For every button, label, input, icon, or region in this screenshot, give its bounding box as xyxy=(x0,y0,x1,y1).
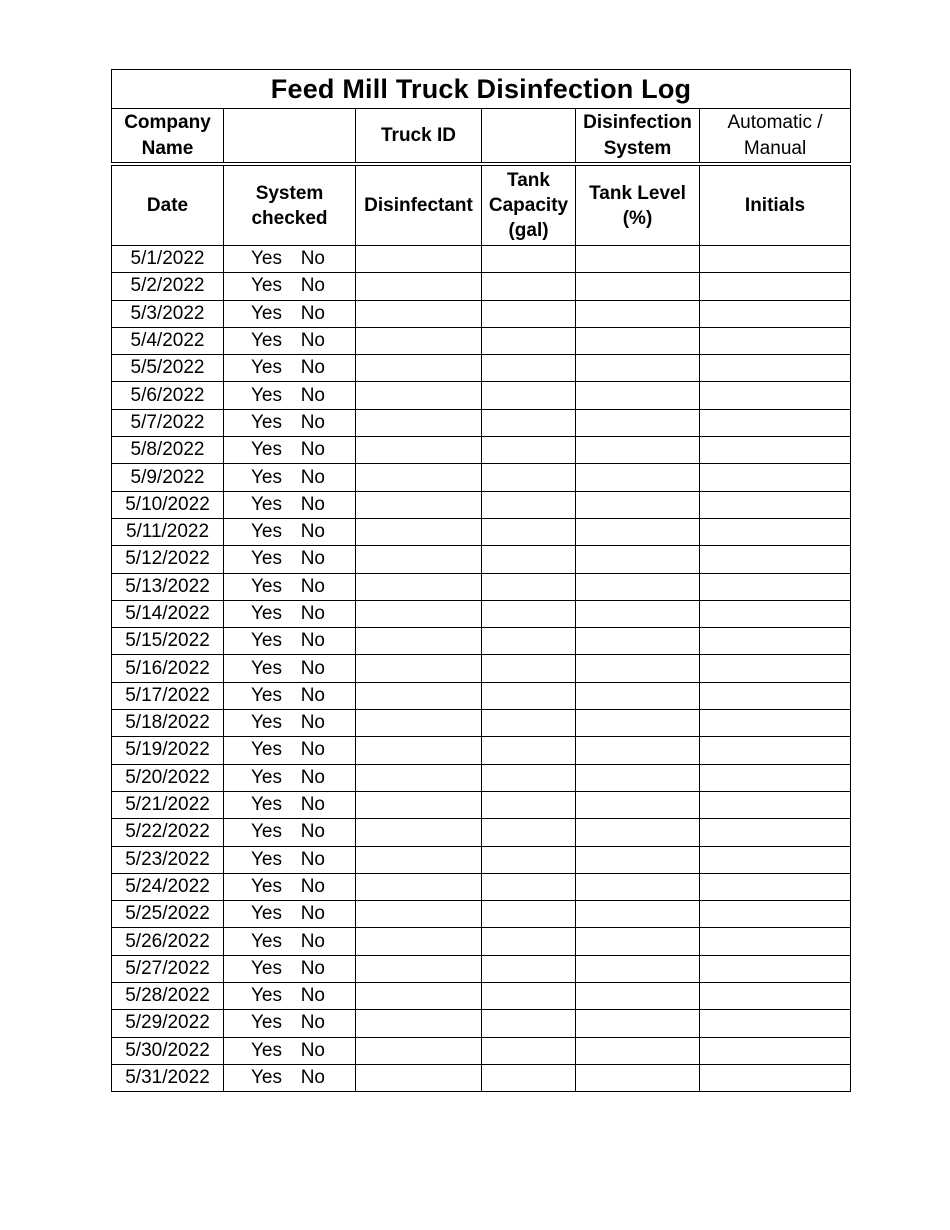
table-row xyxy=(112,737,851,764)
system-checked-cell xyxy=(224,873,356,900)
no-option[interactable]: No xyxy=(300,821,325,843)
tank-level-cell[interactable] xyxy=(576,518,700,545)
initials-cell[interactable] xyxy=(700,873,851,900)
initials-cell[interactable] xyxy=(700,901,851,928)
no-option[interactable]: No xyxy=(300,603,325,624)
date-cell: 5/6/2022 xyxy=(112,382,224,409)
system-checked-cell xyxy=(224,600,356,627)
yes-option[interactable]: Yes xyxy=(251,1039,282,1061)
tank-capacity-cell[interactable] xyxy=(482,846,576,873)
tank-capacity-cell[interactable] xyxy=(482,737,576,764)
system-checked-cell xyxy=(224,273,356,300)
table-row xyxy=(112,983,851,1010)
date-cell: 5/11/2022 xyxy=(112,518,224,545)
initials-cell[interactable] xyxy=(700,737,851,764)
disinfectant-cell[interactable] xyxy=(356,355,482,382)
column-header-row xyxy=(112,164,851,246)
initials-cell[interactable] xyxy=(700,682,851,709)
yes-option[interactable]: Yes xyxy=(251,439,282,461)
date-cell: 5/30/2022 xyxy=(112,1037,224,1064)
tank-capacity-cell[interactable] xyxy=(482,600,576,627)
tank-capacity-cell[interactable] xyxy=(482,901,576,928)
no-option[interactable]: No xyxy=(300,630,325,652)
tank-level-cell[interactable] xyxy=(576,737,700,764)
table-row xyxy=(112,409,851,436)
company-name-label: Company Name xyxy=(112,109,224,165)
disinfectant-cell[interactable] xyxy=(356,655,482,682)
no-option[interactable]: No xyxy=(300,521,325,543)
yes-option[interactable]: Yes xyxy=(251,330,282,352)
tank-capacity-cell[interactable] xyxy=(482,437,576,464)
date-cell: 5/29/2022 xyxy=(112,1010,224,1037)
no-option[interactable]: No xyxy=(300,275,325,297)
disinfectant-cell[interactable] xyxy=(356,873,482,900)
tank-level-cell[interactable] xyxy=(576,791,700,818)
no-option[interactable]: No xyxy=(300,357,325,379)
table-row xyxy=(112,573,851,600)
log-body xyxy=(112,246,851,1092)
date-cell: 5/18/2022 xyxy=(112,710,224,737)
disinfectant-cell[interactable] xyxy=(356,464,482,491)
table-row xyxy=(112,901,851,928)
no-option[interactable]: No xyxy=(300,930,325,952)
initials-cell[interactable] xyxy=(700,300,851,327)
date-cell: 5/19/2022 xyxy=(112,737,224,764)
yes-option[interactable]: Yes xyxy=(251,1067,282,1089)
table-row xyxy=(112,1010,851,1037)
date-cell: 5/5/2022 xyxy=(112,355,224,382)
tank-capacity-cell[interactable] xyxy=(482,1064,576,1091)
date-cell: 5/8/2022 xyxy=(112,437,224,464)
tank-capacity-cell[interactable] xyxy=(482,628,576,655)
table-row xyxy=(112,491,851,518)
initials-cell[interactable] xyxy=(700,983,851,1010)
date-cell: 5/1/2022 xyxy=(112,246,224,273)
tank-capacity-cell[interactable] xyxy=(482,1037,576,1064)
disinfectant-cell[interactable] xyxy=(356,491,482,518)
disinfectant-cell[interactable] xyxy=(356,573,482,600)
date-cell: 5/31/2022 xyxy=(112,1064,224,1091)
tank-capacity-cell[interactable] xyxy=(482,409,576,436)
no-option[interactable]: No xyxy=(300,1012,325,1034)
no-option[interactable]: No xyxy=(300,493,325,515)
tank-level-cell[interactable] xyxy=(576,246,700,273)
tank-level-cell[interactable] xyxy=(576,901,700,928)
tank-level-cell[interactable] xyxy=(576,1037,700,1064)
disinfectant-cell[interactable] xyxy=(356,273,482,300)
no-option[interactable]: No xyxy=(300,439,325,461)
date-cell: 5/23/2022 xyxy=(112,846,224,873)
tank-capacity-cell[interactable] xyxy=(482,710,576,737)
system-checked-cell xyxy=(224,955,356,982)
tank-level-cell[interactable] xyxy=(576,273,700,300)
no-option[interactable]: No xyxy=(300,1067,325,1089)
no-option[interactable]: No xyxy=(300,985,325,1007)
disinfectant-cell[interactable] xyxy=(356,819,482,846)
truck-id-field[interactable] xyxy=(482,109,576,165)
disinfection-system-label: Disinfection System xyxy=(576,109,700,165)
no-option[interactable]: No xyxy=(300,302,325,324)
no-option[interactable]: No xyxy=(300,248,325,270)
no-option[interactable]: No xyxy=(300,712,325,734)
tank-capacity-cell[interactable] xyxy=(482,355,576,382)
tank-capacity-cell[interactable] xyxy=(482,655,576,682)
tank-level-cell[interactable] xyxy=(576,819,700,846)
tank-level-cell[interactable] xyxy=(576,764,700,791)
table-row xyxy=(112,464,851,491)
no-option[interactable]: No xyxy=(300,384,325,406)
tank-level-cell[interactable] xyxy=(576,955,700,982)
date-cell: 5/20/2022 xyxy=(112,764,224,791)
tank-capacity-cell[interactable] xyxy=(482,573,576,600)
tank-level-cell[interactable] xyxy=(576,409,700,436)
disinfectant-cell[interactable] xyxy=(356,901,482,928)
date-cell: 5/26/2022 xyxy=(112,928,224,955)
initials-cell[interactable] xyxy=(700,764,851,791)
date-cell: 5/28/2022 xyxy=(112,983,224,1010)
system-checked-cell xyxy=(224,1010,356,1037)
yes-option[interactable]: Yes xyxy=(251,548,282,570)
initials-cell[interactable] xyxy=(700,464,851,491)
tank-level-cell[interactable] xyxy=(576,382,700,409)
disinfectant-cell[interactable] xyxy=(356,983,482,1010)
table-row xyxy=(112,273,851,300)
system-checked-cell xyxy=(224,628,356,655)
tank-level-cell[interactable] xyxy=(576,682,700,709)
tank-capacity-cell[interactable] xyxy=(482,327,576,354)
tank-level-cell[interactable] xyxy=(576,573,700,600)
initials-cell[interactable] xyxy=(700,819,851,846)
tank-capacity-cell[interactable] xyxy=(482,955,576,982)
initials-cell[interactable] xyxy=(700,409,851,436)
disinfectant-cell[interactable] xyxy=(356,600,482,627)
date-cell: 5/27/2022 xyxy=(112,955,224,982)
initials-cell[interactable] xyxy=(700,546,851,573)
tank-capacity-cell[interactable] xyxy=(482,873,576,900)
yes-option[interactable]: Yes xyxy=(251,630,282,652)
no-option[interactable]: No xyxy=(300,575,325,597)
tank-level-header: Tank Level (%) xyxy=(576,164,700,246)
initials-cell[interactable] xyxy=(700,382,851,409)
no-option[interactable]: No xyxy=(300,1039,325,1061)
system-checked-cell xyxy=(224,409,356,436)
tank-level-cell[interactable] xyxy=(576,1064,700,1091)
table-row xyxy=(112,437,851,464)
no-option[interactable]: No xyxy=(300,466,325,488)
log-title: Feed Mill Truck Disinfection Log xyxy=(112,70,851,109)
table-row xyxy=(112,955,851,982)
initials-cell[interactable] xyxy=(700,491,851,518)
disinfectant-cell[interactable] xyxy=(356,955,482,982)
tank-level-cell[interactable] xyxy=(576,464,700,491)
disinfectant-cell[interactable] xyxy=(356,710,482,737)
date-cell: 5/13/2022 xyxy=(112,573,224,600)
table-row xyxy=(112,682,851,709)
disinfectant-cell[interactable] xyxy=(356,928,482,955)
yes-option[interactable]: Yes xyxy=(251,766,282,788)
tank-level-cell[interactable] xyxy=(576,437,700,464)
table-row xyxy=(112,1037,851,1064)
system-checked-cell xyxy=(224,546,356,573)
system-checked-cell xyxy=(224,901,356,928)
disinfectant-cell[interactable] xyxy=(356,246,482,273)
date-cell: 5/4/2022 xyxy=(112,327,224,354)
tank-capacity-cell[interactable] xyxy=(482,764,576,791)
truck-id-label: Truck ID xyxy=(356,109,482,165)
system-checked-cell xyxy=(224,983,356,1010)
no-option[interactable]: No xyxy=(300,657,325,679)
date-cell: 5/17/2022 xyxy=(112,682,224,709)
table-row xyxy=(112,382,851,409)
yes-option[interactable]: Yes xyxy=(251,302,282,324)
date-cell: 5/25/2022 xyxy=(112,901,224,928)
no-option[interactable]: No xyxy=(300,739,325,761)
tank-capacity-cell[interactable] xyxy=(482,464,576,491)
initials-cell[interactable] xyxy=(700,1037,851,1064)
initials-cell[interactable] xyxy=(700,518,851,545)
disinfectant-cell[interactable] xyxy=(356,382,482,409)
disinfectant-cell[interactable] xyxy=(356,1037,482,1064)
table-row xyxy=(112,764,851,791)
disinfectant-cell[interactable] xyxy=(356,846,482,873)
system-checked-cell xyxy=(224,791,356,818)
tank-level-cell[interactable] xyxy=(576,600,700,627)
yes-option[interactable]: Yes xyxy=(251,875,282,897)
no-option[interactable]: No xyxy=(300,548,325,570)
date-cell: 5/24/2022 xyxy=(112,873,224,900)
system-checked-cell xyxy=(224,382,356,409)
initials-cell[interactable] xyxy=(700,710,851,737)
initials-cell[interactable] xyxy=(700,600,851,627)
initials-cell[interactable] xyxy=(700,1010,851,1037)
system-checked-cell xyxy=(224,573,356,600)
date-header: Date xyxy=(112,164,224,246)
disinfectant-cell[interactable] xyxy=(356,327,482,354)
system-checked-cell xyxy=(224,491,356,518)
no-option[interactable]: No xyxy=(300,411,325,433)
yes-option[interactable]: Yes xyxy=(251,248,282,270)
table-row xyxy=(112,873,851,900)
disinfectant-cell[interactable] xyxy=(356,409,482,436)
tank-capacity-cell[interactable] xyxy=(482,682,576,709)
disinfectant-cell[interactable] xyxy=(356,1064,482,1091)
table-row xyxy=(112,710,851,737)
tank-capacity-cell[interactable] xyxy=(482,983,576,1010)
initials-cell[interactable] xyxy=(700,437,851,464)
tank-level-cell[interactable] xyxy=(576,300,700,327)
no-option[interactable]: No xyxy=(300,684,325,706)
date-cell: 5/14/2022 xyxy=(112,600,224,627)
no-option[interactable]: No xyxy=(300,903,325,925)
tank-capacity-cell[interactable] xyxy=(482,791,576,818)
system-checked-cell xyxy=(224,928,356,955)
yes-option[interactable]: Yes xyxy=(251,493,282,515)
table-row xyxy=(112,928,851,955)
disinfectant-cell[interactable] xyxy=(356,1010,482,1037)
system-checked-cell xyxy=(224,327,356,354)
tank-level-cell[interactable] xyxy=(576,655,700,682)
table-row xyxy=(112,846,851,873)
tank-level-cell[interactable] xyxy=(576,846,700,873)
initials-cell[interactable] xyxy=(700,573,851,600)
initials-cell[interactable] xyxy=(700,846,851,873)
initials-header: Initials xyxy=(700,164,851,246)
yes-option[interactable]: Yes xyxy=(251,575,282,597)
table-row xyxy=(112,355,851,382)
company-name-field[interactable] xyxy=(224,109,356,165)
yes-option[interactable]: Yes xyxy=(251,684,282,706)
yes-option[interactable]: Yes xyxy=(251,930,282,952)
tank-capacity-cell[interactable] xyxy=(482,300,576,327)
table-row xyxy=(112,791,851,818)
system-checked-cell xyxy=(224,1064,356,1091)
system-checked-cell xyxy=(224,355,356,382)
no-option[interactable]: No xyxy=(300,957,325,979)
table-row xyxy=(112,246,851,273)
yes-option[interactable]: Yes xyxy=(251,794,282,816)
tank-level-cell[interactable] xyxy=(576,1010,700,1037)
date-cell: 5/9/2022 xyxy=(112,464,224,491)
table-row xyxy=(112,518,851,545)
date-cell: 5/7/2022 xyxy=(112,409,224,436)
tank-capacity-cell[interactable] xyxy=(482,928,576,955)
yes-option[interactable]: Yes xyxy=(251,1012,282,1034)
date-cell: 5/12/2022 xyxy=(112,546,224,573)
tank-capacity-cell[interactable] xyxy=(482,546,576,573)
yes-option[interactable]: Yes xyxy=(251,848,282,870)
tank-capacity-cell[interactable] xyxy=(482,246,576,273)
initials-cell[interactable] xyxy=(700,955,851,982)
initials-cell[interactable] xyxy=(700,791,851,818)
date-cell: 5/2/2022 xyxy=(112,273,224,300)
tank-capacity-cell[interactable] xyxy=(482,819,576,846)
system-checked-cell xyxy=(224,518,356,545)
tank-level-cell[interactable] xyxy=(576,355,700,382)
yes-option[interactable]: Yes xyxy=(251,521,282,543)
tank-capacity-cell[interactable] xyxy=(482,1010,576,1037)
yes-option[interactable]: Yes xyxy=(251,821,282,843)
disinfectant-cell[interactable] xyxy=(356,437,482,464)
tank-level-cell[interactable] xyxy=(576,546,700,573)
date-cell: 5/16/2022 xyxy=(112,655,224,682)
yes-option[interactable]: Yes xyxy=(251,357,282,379)
system-checked-cell xyxy=(224,737,356,764)
initials-cell[interactable] xyxy=(700,246,851,273)
tank-level-cell[interactable] xyxy=(576,983,700,1010)
yes-option[interactable]: Yes xyxy=(251,957,282,979)
system-checked-cell xyxy=(224,246,356,273)
initials-cell[interactable] xyxy=(700,355,851,382)
yes-option[interactable]: Yes xyxy=(251,466,282,488)
table-row xyxy=(112,300,851,327)
yes-option[interactable]: Yes xyxy=(251,985,282,1007)
tank-level-cell[interactable] xyxy=(576,710,700,737)
system-checked-cell xyxy=(224,1037,356,1064)
tank-level-cell[interactable] xyxy=(576,873,700,900)
disinfectant-cell[interactable] xyxy=(356,518,482,545)
info-row xyxy=(112,109,851,165)
no-option[interactable]: No xyxy=(300,848,325,870)
table-row xyxy=(112,819,851,846)
system-checked-cell xyxy=(224,300,356,327)
tank-level-cell[interactable] xyxy=(576,491,700,518)
yes-option[interactable]: Yes xyxy=(251,712,282,734)
table-row xyxy=(112,628,851,655)
date-cell: 5/21/2022 xyxy=(112,791,224,818)
tank-capacity-cell[interactable] xyxy=(482,382,576,409)
system-checked-cell xyxy=(224,682,356,709)
yes-option[interactable]: Yes xyxy=(251,603,282,624)
system-checked-cell xyxy=(224,819,356,846)
system-checked-cell xyxy=(224,655,356,682)
system-checked-cell xyxy=(224,764,356,791)
date-cell: 5/15/2022 xyxy=(112,628,224,655)
disinfectant-cell[interactable] xyxy=(356,300,482,327)
no-option[interactable]: No xyxy=(300,330,325,352)
yes-option[interactable]: Yes xyxy=(251,657,282,679)
system-checked-cell xyxy=(224,710,356,737)
yes-option[interactable]: Yes xyxy=(251,739,282,761)
disinfectant-cell[interactable] xyxy=(356,546,482,573)
yes-option[interactable]: Yes xyxy=(251,275,282,297)
table-row xyxy=(112,327,851,354)
yes-option[interactable]: Yes xyxy=(251,903,282,925)
disinfectant-header: Disinfectant xyxy=(356,164,482,246)
disinfectant-cell[interactable] xyxy=(356,628,482,655)
tank-capacity-cell[interactable] xyxy=(482,491,576,518)
date-cell: 5/10/2022 xyxy=(112,491,224,518)
disinfection-system-field[interactable]: Automatic / Manual xyxy=(700,109,851,165)
no-option[interactable]: No xyxy=(300,794,325,816)
date-cell: 5/3/2022 xyxy=(112,300,224,327)
no-option[interactable]: No xyxy=(300,766,325,788)
system-checked-cell xyxy=(224,464,356,491)
no-option[interactable]: No xyxy=(300,875,325,897)
disinfectant-cell[interactable] xyxy=(356,764,482,791)
disinfectant-cell[interactable] xyxy=(356,791,482,818)
tank-capacity-header: Tank Capacity (gal) xyxy=(482,164,576,246)
tank-level-cell[interactable] xyxy=(576,928,700,955)
system-checked-cell xyxy=(224,437,356,464)
initials-cell[interactable] xyxy=(700,1064,851,1091)
table-row xyxy=(112,600,851,627)
tank-level-cell[interactable] xyxy=(576,628,700,655)
initials-cell[interactable] xyxy=(700,655,851,682)
date-cell: 5/22/2022 xyxy=(112,819,224,846)
system-checked-header: System checked xyxy=(224,164,356,246)
disinfectant-cell[interactable] xyxy=(356,682,482,709)
tank-capacity-cell[interactable] xyxy=(482,518,576,545)
initials-cell[interactable] xyxy=(700,273,851,300)
tank-capacity-cell[interactable] xyxy=(482,273,576,300)
tank-level-cell[interactable] xyxy=(576,327,700,354)
disinfectant-cell[interactable] xyxy=(356,737,482,764)
table-row xyxy=(112,546,851,573)
initials-cell[interactable] xyxy=(700,928,851,955)
disinfection-log-table xyxy=(111,69,851,1092)
yes-option[interactable]: Yes xyxy=(251,384,282,406)
system-checked-cell xyxy=(224,846,356,873)
initials-cell[interactable] xyxy=(700,628,851,655)
initials-cell[interactable] xyxy=(700,327,851,354)
table-row xyxy=(112,1064,851,1091)
yes-option[interactable]: Yes xyxy=(251,411,282,433)
table-row xyxy=(112,655,851,682)
